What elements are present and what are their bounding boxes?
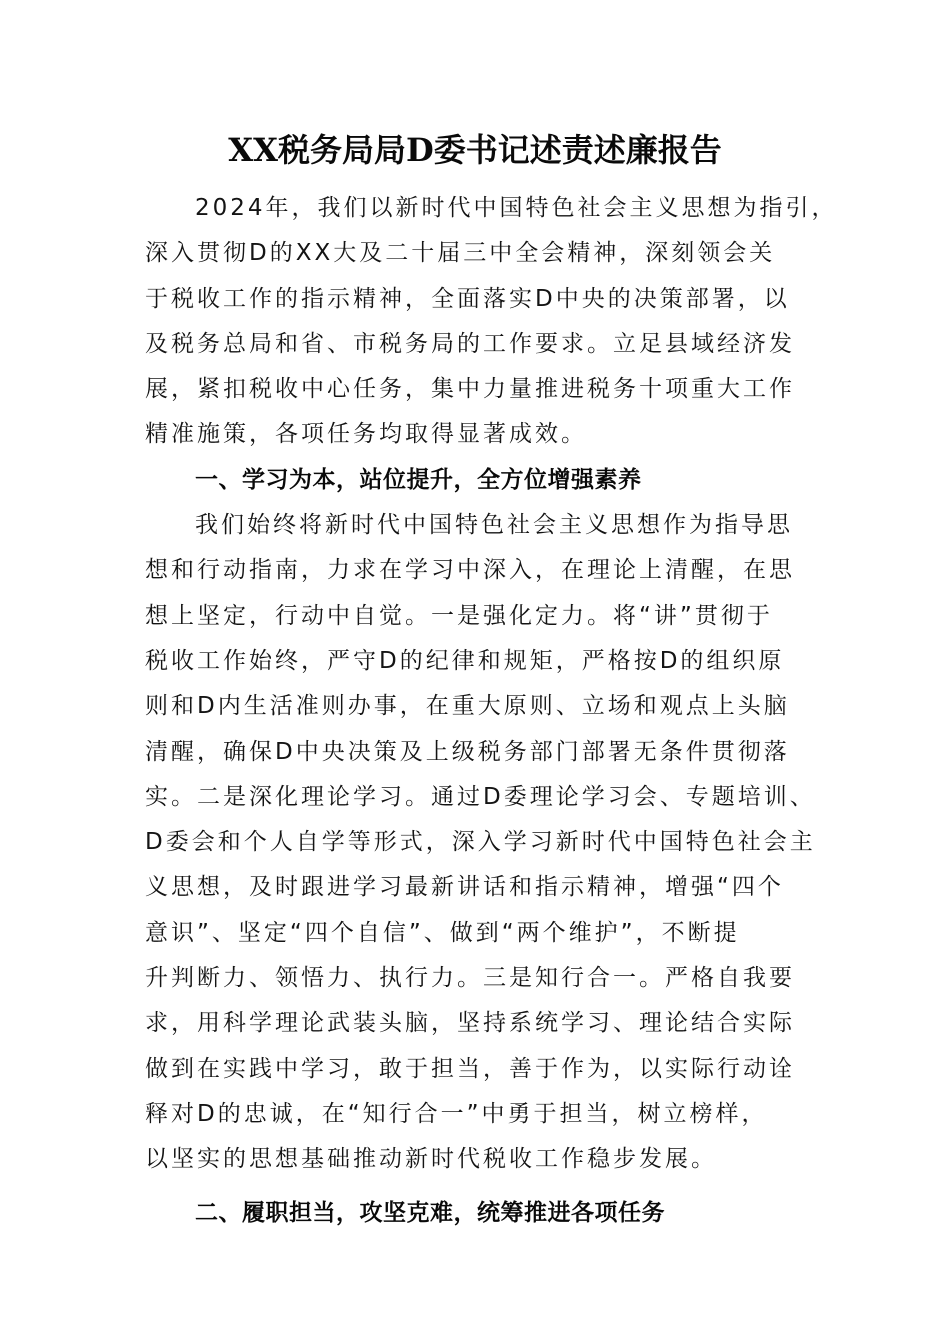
paragraph-intro	[145, 186, 838, 458]
text-line: 精准施策，各项任务均取得显著成效。	[145, 421, 587, 448]
text-line: 2024年，我们以新时代中国特色社会主义思想为指引，	[195, 195, 838, 221]
section-heading-1: 一、学习为本，站位提升，全方位增强素养	[195, 466, 642, 493]
text-line: 升判断力、领悟力、执行力。三是知行合一。严格自我要	[145, 965, 795, 992]
section-heading-2: 二、履职担当，攻坚克难，统筹推进各项任务	[195, 1199, 665, 1226]
text-line: 求，用科学理论武装头脑，坚持系统学习、理论结合实际	[145, 1010, 795, 1037]
text-line: 意识”、坚定“四个自信”、做到“两个维护”，不断提	[145, 919, 740, 946]
paragraph-section-1	[145, 503, 815, 1182]
text-line: 展，紧扣税收中心任务，集中力量推进税务十项重大工作	[145, 376, 795, 403]
document-body	[145, 186, 838, 1236]
spacer	[145, 1183, 815, 1191]
text-line: 想上坚定，行动中自觉。一是强化定力。将“讲”贯彻于	[145, 602, 773, 629]
text-line: D委会和个人自学等形式，深入学习新时代中国特色社会主	[145, 829, 816, 856]
text-line: 做到在实践中学习，敢于担当，善于作为，以实际行动诠	[145, 1055, 795, 1082]
text-line: 以坚实的思想基础推动新时代税收工作稳步发展。	[145, 1146, 717, 1173]
text-line: 深入贯彻D的XX大及二十届三中全会精神，深刻领会关	[145, 240, 776, 267]
document-title: XX税务局局D委书记述责述廉报告	[228, 131, 722, 169]
text-line: 想和行动指南，力求在学习中深入，在理论上清醒，在思	[145, 557, 795, 584]
text-line: 义思想，及时跟进学习最新讲话和指示精神，增强“四个	[145, 874, 784, 901]
text-line: 释对D的忠诚，在“知行合一”中勇于担当，树立榜样，	[145, 1100, 768, 1127]
text-line: 于税收工作的指示精神，全面落实D中央的决策部署，以	[145, 285, 790, 312]
text-line: 则和D内生活准则办事，在重大原则、立场和观点上头脑	[145, 693, 790, 720]
text-line: 实。二是深化理论学习。通过D委理论学习会、专题培训、	[145, 783, 816, 810]
text-line: 及税务总局和省、市税务局的工作要求。立足县域经济发	[145, 330, 795, 357]
text-line: 清醒，确保D中央决策及上级税务部门部署无条件贯彻落	[145, 738, 790, 765]
text-line: 我们始终将新时代中国特色社会主义思想作为指导思	[195, 512, 793, 539]
text-line: 税收工作始终，严守D的纪律和规矩，严格按D的组织原	[145, 647, 785, 674]
